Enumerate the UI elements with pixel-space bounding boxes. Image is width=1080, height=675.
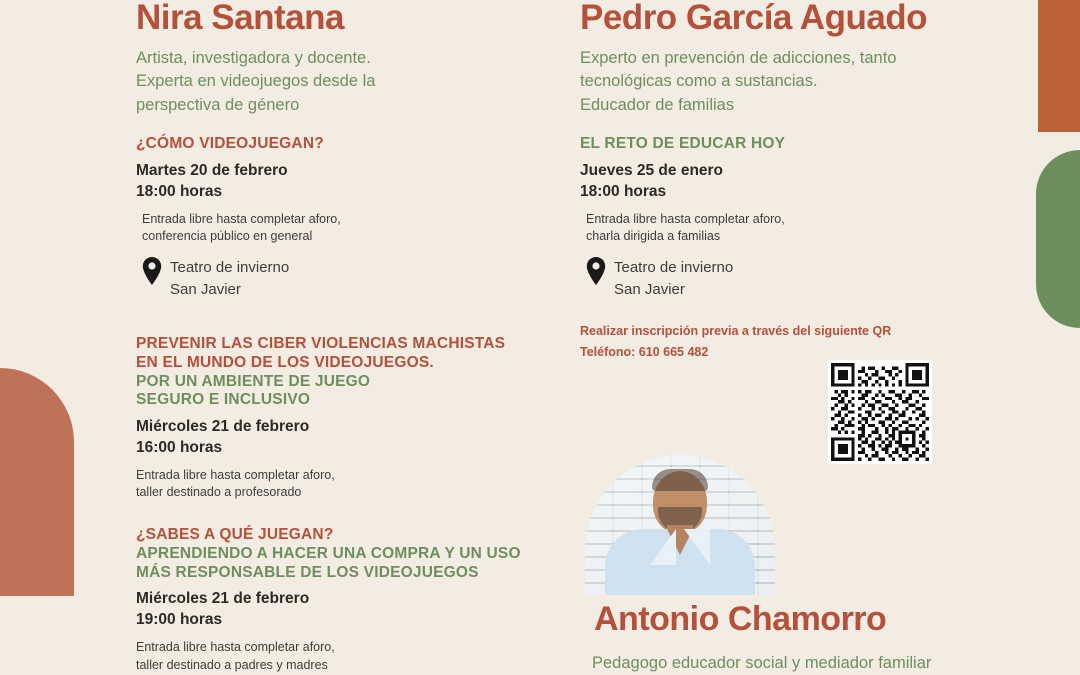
location-pin-icon: [586, 257, 606, 285]
speaker-name-nira: Nira Santana: [136, 0, 344, 37]
photo-collar-right: [684, 529, 710, 565]
speaker-role-line: tecnológicas como a sustancias.: [580, 72, 818, 91]
speaker-role-nira: [136, 47, 556, 117]
event-note: [136, 467, 556, 502]
event-title-line: PREVENIR LAS CIBER VIOLENCIAS MACHISTAS: [136, 334, 506, 352]
event-time-line: 16:00 horas: [136, 439, 223, 457]
event-block: [136, 335, 556, 502]
event-date: [136, 589, 556, 631]
event-note: [136, 211, 556, 246]
event-title: [136, 526, 556, 545]
event-note-line: taller destinado a padres y madres: [136, 657, 328, 672]
event-note: [136, 639, 556, 674]
event-note-line: Entrada libre hasta completar aforo,: [136, 640, 335, 655]
event-block: [580, 135, 1020, 363]
event-note-line: Entrada libre hasta completar aforo,: [586, 211, 785, 226]
event-date: [136, 417, 556, 459]
event-title-line: ¿SABES A QUÉ JUEGAN?: [136, 525, 334, 543]
phone-number: Teléfono: 610 665 482: [580, 345, 709, 360]
photo-hair: [652, 469, 708, 491]
event-title-line: EL RETO DE EDUCAR HOY: [580, 135, 786, 153]
inscription-text: Realizar inscripción previa a través del siguiente QR: [580, 323, 892, 338]
event-date-line: Jueves 25 de enero: [580, 161, 724, 179]
event-subtitle: [136, 545, 556, 583]
event-note: [580, 211, 1020, 246]
speaker-role-line: perspectiva de género: [136, 95, 300, 114]
decorative-bar-orange: [1038, 0, 1080, 132]
speaker-role-antonio: Pedagogo educador social y mediador familiar: [592, 654, 932, 672]
event-note-line: charla dirigida a familias: [586, 229, 721, 244]
venue: [580, 257, 1020, 301]
event-title-line: ¿CÓMO VIDEOJUEGAN?: [136, 135, 324, 153]
decorative-shape-terracotta: [0, 368, 74, 596]
speaker-role-line: Artista, investigadora y docente.: [136, 48, 371, 67]
event-note-line: Entrada libre hasta completar aforo,: [136, 468, 335, 483]
event-subtitle: [136, 373, 556, 411]
event-note-line: conferencia público en general: [142, 229, 313, 244]
event-subtitle-line: MÁS RESPONSABLE DE LOS VIDEOJUEGOS: [136, 563, 479, 581]
speaker-photo-antonio: [585, 455, 775, 595]
event-date: [136, 161, 556, 203]
event-subtitle-line: POR UN AMBIENTE DE JUEGO: [136, 372, 371, 390]
event-title: [136, 335, 556, 373]
speaker-role-line: Educador de familias: [580, 95, 735, 114]
event-block: [136, 135, 556, 301]
location-pin-icon: [142, 257, 162, 285]
event-date: [580, 161, 1020, 203]
venue-text: [614, 257, 733, 301]
speaker-role-line: Experta en videojuegos desde la: [136, 72, 376, 91]
event-time-line: 19:00 horas: [136, 611, 223, 629]
speaker-role-line: Experto en prevención de adicciones, tanto: [580, 48, 897, 67]
event-subtitle-line: APRENDIENDO A HACER UNA COMPRA Y UN USO: [136, 544, 521, 562]
event-date-line: Martes 20 de febrero: [136, 161, 288, 179]
speaker-name-antonio: Antonio Chamorro: [594, 600, 887, 638]
event-title: [136, 135, 556, 154]
speaker-role-pedro: [580, 47, 1020, 117]
event-note-line: Entrada libre hasta completar aforo,: [142, 211, 341, 226]
decorative-shape-green: [1036, 150, 1080, 328]
venue-text: [170, 257, 289, 301]
venue: [136, 257, 556, 301]
photo-collar-left: [650, 529, 676, 565]
left-column: [136, 0, 556, 674]
venue-line: San Javier: [614, 281, 685, 299]
venue-line: San Javier: [170, 281, 241, 299]
event-note-line: taller destinado a profesorado: [136, 485, 302, 500]
venue-line: Teatro de invierno: [170, 259, 290, 277]
event-title-line: EN EL MUNDO DE LOS VIDEOJUEGOS.: [136, 353, 434, 371]
event-date-line: Miércoles 21 de febrero: [136, 590, 310, 608]
venue-line: Teatro de invierno: [614, 259, 734, 277]
event-time-line: 18:00 horas: [580, 182, 667, 200]
event-title: [580, 135, 1020, 154]
event-block: [136, 526, 556, 674]
speaker-name-pedro: Pedro García Aguado: [580, 0, 928, 37]
event-time-line: 18:00 horas: [136, 182, 223, 200]
event-subtitle-line: SEGURO E INCLUSIVO: [136, 391, 311, 409]
qr-code-image: [831, 363, 929, 461]
event-date-line: Miércoles 21 de febrero: [136, 418, 310, 436]
qr-code[interactable]: [828, 360, 932, 464]
inscription-info: [580, 321, 1020, 364]
right-column: [580, 0, 1020, 363]
